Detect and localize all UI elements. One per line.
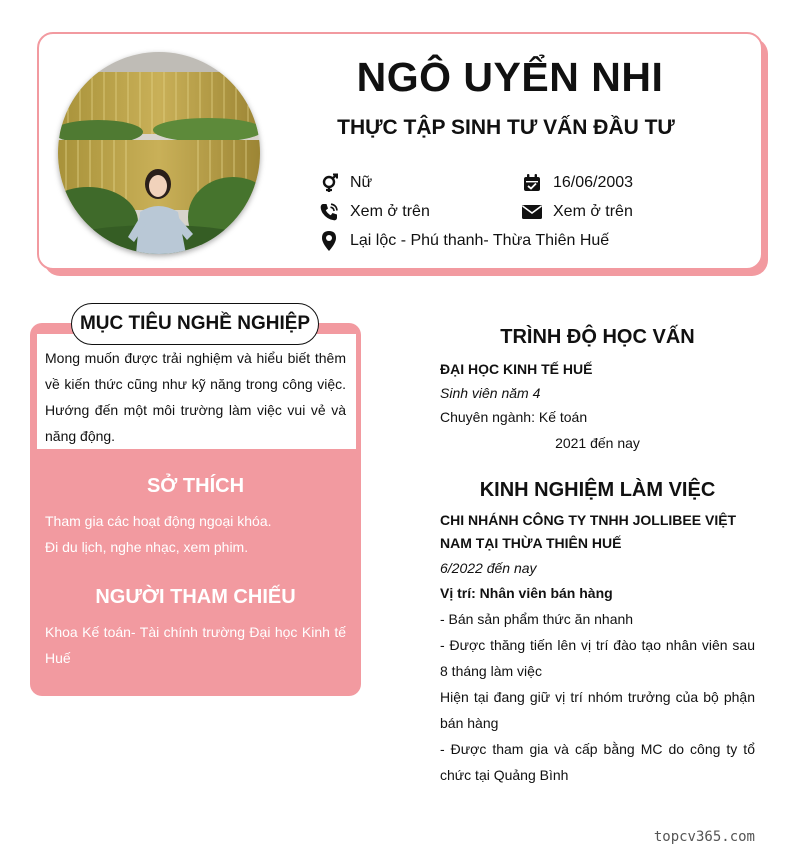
education-title: TRÌNH ĐỘ HỌC VẤN	[500, 326, 695, 348]
experience-duty: Hiện tại đang giữ vị trí nhóm trưởng của bộ phận bán hàng	[440, 689, 755, 731]
watermark: topcv365.com	[653, 829, 755, 845]
education-period: 2021 đến nay	[555, 435, 640, 451]
experience-duty: - Được tham gia và cấp bằng MC do công ty tổ chức tại Quảng Bình	[440, 741, 755, 783]
references-title: NGƯỜI THAM CHIẾU	[95, 586, 296, 608]
company-name: CHI NHÁNH CÔNG TY TNHH JOLLIBEE VIỆT NAM TẠI THỪA THIÊN HUẾ	[440, 512, 737, 551]
email-item	[521, 201, 633, 223]
objective-text: Mong muốn được trải nghiệm và hiểu biết thêm về kiến thức cũng như kỹ năng trong công việc. Hướng đến một môi trường làm việc vui vẻ và năng động.	[45, 350, 346, 444]
experience-period: 6/2022 đến nay	[440, 560, 537, 576]
hobby-line: Tham gia các hoạt động ngoại khóa.	[45, 513, 272, 529]
birthday-item	[521, 172, 633, 194]
hobbies-title: SỞ THÍCH	[146, 475, 245, 497]
phone-item	[318, 201, 430, 223]
email-value: Xem ở trên	[553, 203, 633, 220]
candidate-name: NGÔ UYỂN NHI	[356, 54, 664, 100]
gender-icon	[318, 172, 340, 194]
address-value: Lại lộc - Phú thanh- Thừa Thiên Huế	[350, 232, 610, 249]
experience-duty: - Được thăng tiến lên vị trí đào tạo nhân viên sau 8 tháng làm việc	[440, 637, 755, 679]
job-position: THỰC TẬP SINH TƯ VẤN ĐẦU TƯ	[337, 116, 675, 139]
gender-item	[318, 172, 372, 194]
envelope-icon	[521, 201, 543, 223]
phone-icon	[318, 201, 340, 223]
education-level: Sinh viên năm 4	[440, 385, 541, 401]
experience-role: Vị trí: Nhân viên bán hàng	[440, 585, 613, 601]
birthday-value: 16/06/2003	[553, 174, 634, 191]
location-pin-icon	[318, 230, 340, 252]
experience-title: KINH NGHIỆM LÀM VIỆC	[479, 479, 716, 501]
education-major: Chuyên ngành: Kế toán	[440, 409, 588, 425]
school-name: ĐẠI HỌC KINH TẾ HUẾ	[440, 361, 593, 377]
phone-value: Xem ở trên	[350, 203, 430, 220]
gender-value: Nữ	[350, 174, 373, 191]
hobby-line: Đi du lịch, nghe nhạc, xem phim.	[45, 539, 249, 555]
calendar-icon	[521, 172, 543, 194]
references-text: Khoa Kế toán- Tài chính trường Đại học Kinh tế Huế	[45, 624, 346, 666]
address-item	[318, 230, 609, 252]
profile-photo	[58, 52, 260, 254]
objective-title: MỤC TIÊU NGHỀ NGHIỆP	[71, 303, 319, 345]
experience-duty: - Bán sản phẩm thức ăn nhanh	[440, 611, 634, 627]
